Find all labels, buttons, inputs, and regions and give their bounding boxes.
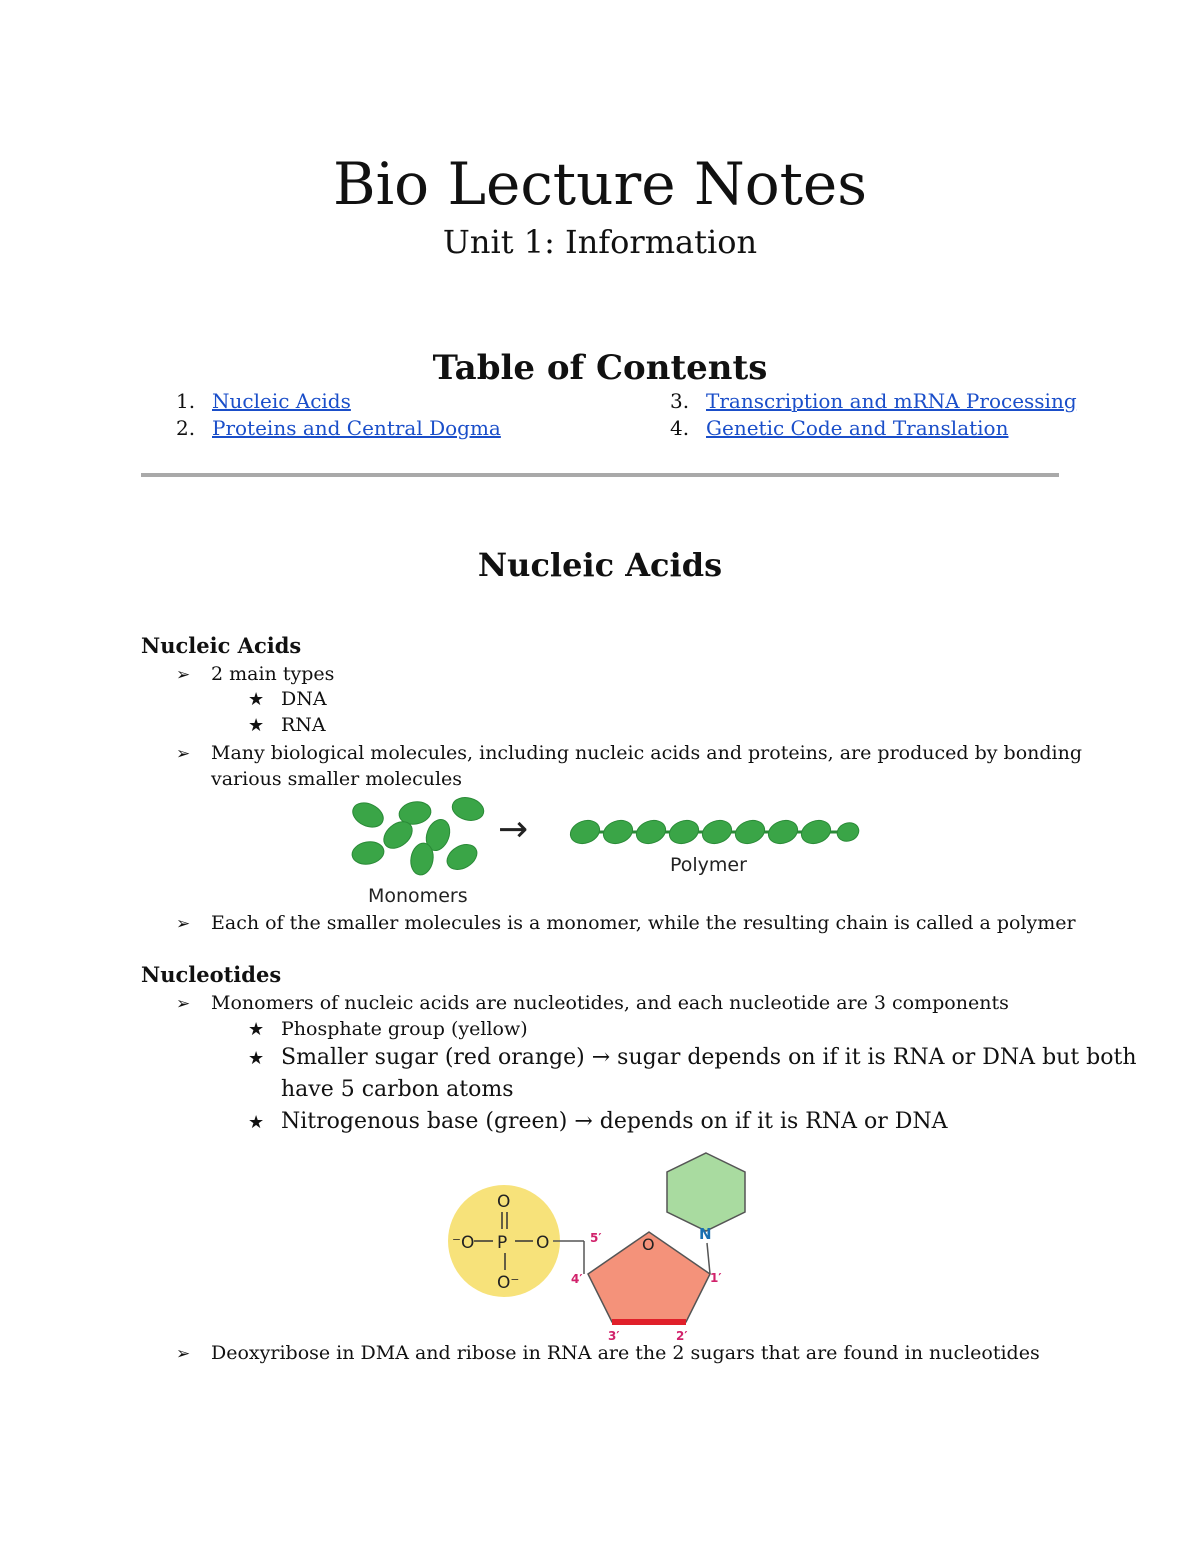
subheading-nucleotides: Nucleotides	[141, 962, 282, 987]
phosphorus-atom: P	[497, 1233, 508, 1253]
monomer-polymer-figure	[340, 795, 860, 910]
polymer-unit	[732, 817, 768, 848]
section-title: Nucleic Acids	[477, 546, 723, 584]
phosphate-oxygen-bottom: O⁻	[497, 1273, 520, 1293]
polymer-unit	[699, 817, 735, 848]
subheading-nucleic-acids: Nucleic Acids	[141, 633, 302, 658]
toc-item-number: 2.	[176, 416, 196, 440]
star-bullet-icon: ★	[248, 715, 265, 736]
toc-heading: Table of Contents	[432, 348, 768, 388]
toc-link-proteins-central-dogma[interactable]: Proteins and Central Dogma	[212, 416, 501, 440]
sub-bullet-item: ★ DNA	[248, 686, 327, 713]
polymer-unit	[567, 817, 603, 848]
bullet-continuation: various smaller molecules	[211, 768, 463, 790]
monomer-shape	[350, 839, 385, 866]
toc-link-nucleic-acids[interactable]: Nucleic Acids	[212, 389, 351, 413]
phosphate-oxygen-left: ⁻O	[452, 1233, 475, 1253]
bullet-item: ➢ 2 main types	[176, 661, 334, 688]
polymer-unit	[798, 817, 834, 848]
toc-item-number: 3.	[670, 389, 690, 413]
arrow-bullet-icon: ➢	[176, 994, 191, 1014]
bullet-item: ➢ Each of the smaller molecules is a monomer, while the resulting chain is called a polymer	[176, 910, 1076, 937]
polymer-unit	[765, 817, 801, 848]
nitrogenous-base	[667, 1153, 745, 1231]
star-bullet-icon: ★	[248, 689, 265, 710]
polymer-unit	[666, 817, 702, 848]
toc-item-1	[176, 388, 351, 414]
sub-bullet-item: ★ RNA	[248, 712, 326, 739]
sub-bullet-item: ★ Smaller sugar (red orange) → sugar depends on if it is RNA or DNA but both	[248, 1042, 1137, 1075]
arrow-bullet-icon: ➢	[176, 665, 191, 685]
polymer-unit	[633, 817, 669, 848]
arrow-bullet-icon: ➢	[176, 744, 191, 764]
monomer-shape	[443, 839, 482, 874]
nucleotide-structure-figure	[440, 1150, 760, 1345]
polymer-unit	[600, 817, 636, 848]
bullet-item: ➢ Monomers of nucleic acids are nucleotides, and each nucleotide are 3 components	[176, 990, 1009, 1017]
toc-item-number: 1.	[176, 389, 196, 413]
toc-item-2	[176, 415, 501, 441]
polymer-label: Polymer	[670, 854, 747, 876]
ring-oxygen: O	[642, 1235, 655, 1254]
monomers-label: Monomers	[368, 885, 468, 907]
monomer-shape	[450, 795, 487, 824]
sub-bullet-item: ★ Phosphate group (yellow)	[248, 1016, 528, 1043]
carbon-3-label: 3′	[608, 1329, 620, 1343]
arrow-bullet-icon: ➢	[176, 914, 191, 934]
toc-item-number: 4.	[670, 416, 690, 440]
phosphate-oxygen-right: O	[536, 1233, 550, 1253]
carbon-4-label: 4′	[571, 1272, 583, 1286]
star-bullet-icon: ★	[248, 1048, 265, 1069]
polymer-unit	[835, 820, 860, 844]
phosphate-oxygen-top: O	[497, 1192, 511, 1212]
carbon-1-label: 1′	[710, 1271, 722, 1285]
arrow-bullet-icon: ➢	[176, 1344, 191, 1364]
document-title: Bio Lecture Notes	[332, 150, 868, 218]
toc-item-4	[670, 415, 1008, 441]
bullet-item: ➢ Many biological molecules, including nucleic acids and proteins, are produced by bonding	[176, 740, 1082, 767]
document-subtitle: Unit 1: Information	[442, 223, 758, 261]
toc-link-genetic-code[interactable]: Genetic Code and Translation	[706, 416, 1009, 440]
star-bullet-icon: ★	[248, 1019, 265, 1040]
toc-link-transcription[interactable]: Transcription and mRNA Processing	[706, 389, 1077, 413]
sub-bullet-continuation: have 5 carbon atoms	[281, 1077, 514, 1102]
star-bullet-icon: ★	[248, 1112, 265, 1133]
carbon-5-label: 5′	[590, 1231, 602, 1245]
bullet-item: ➢ Deoxyribose in DMA and ribose in RNA are the 2 sugars that are found in nucleotides	[176, 1340, 1040, 1367]
sub-bullet-item: ★ Nitrogenous base (green) → depends on if it is RNA or DNA	[248, 1106, 948, 1139]
nitrogen-atom: N	[699, 1225, 712, 1243]
carbon-2-label: 2′	[676, 1329, 688, 1343]
toc-item-3	[670, 388, 1077, 414]
monomer-shape	[349, 798, 387, 831]
reaction-arrow-icon: →	[498, 809, 529, 850]
section-divider	[141, 473, 1059, 477]
